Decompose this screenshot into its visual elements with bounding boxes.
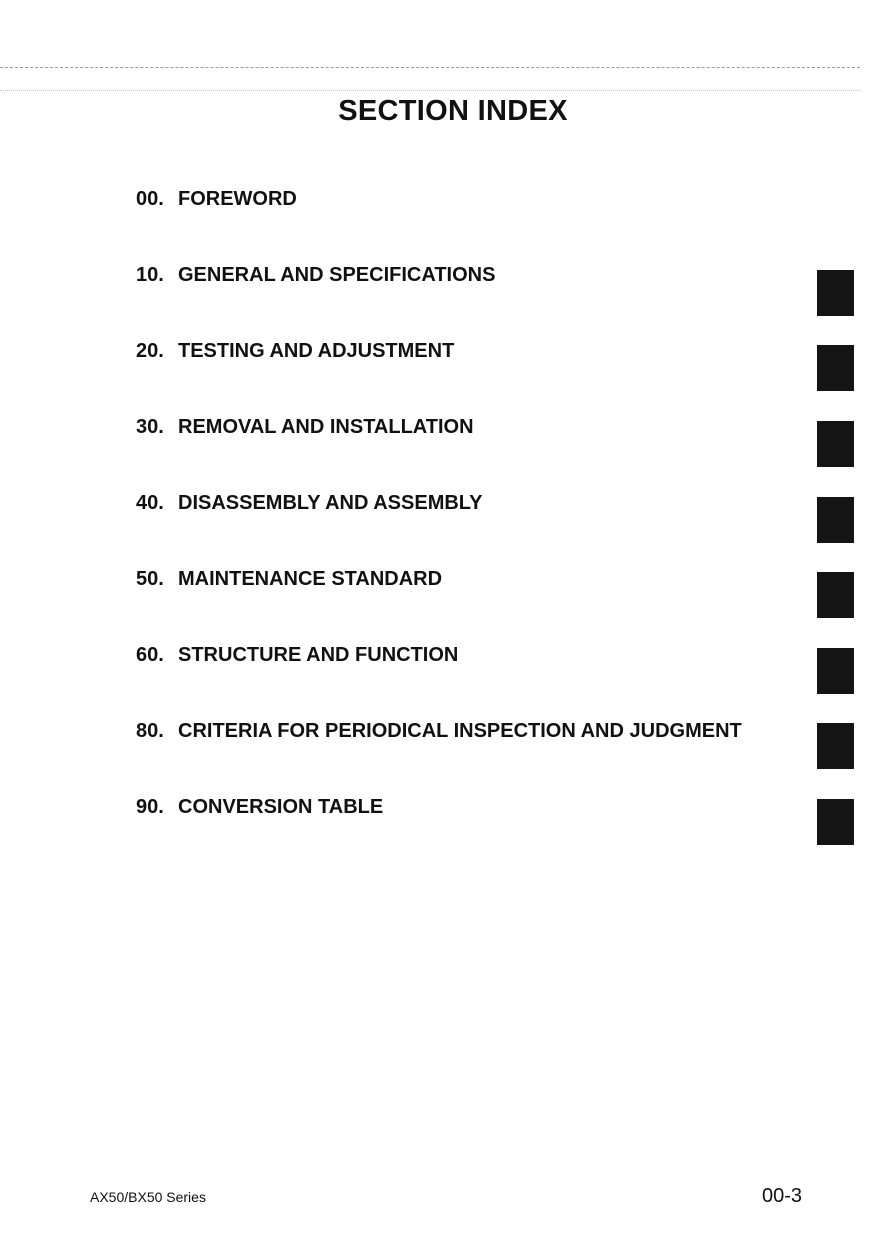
footer-page-number: 00-3 [761,1185,802,1207]
tab-marker-60[interactable] [817,648,854,694]
section-number: 50. [136,568,164,590]
section-item-maintenance-standard[interactable] [136,568,742,644]
section-label: STRUCTURE AND FUNCTION [178,644,459,666]
section-item-conversion-table[interactable] [136,796,742,872]
tab-marker-80[interactable] [817,723,854,769]
section-label: FOREWORD [178,188,297,210]
section-number: 20. [136,340,164,362]
tab-marker-30[interactable] [817,421,854,467]
section-item-general-specifications[interactable] [136,264,742,340]
section-item-disassembly-assembly[interactable] [136,492,742,568]
section-item-structure-function[interactable] [136,644,742,720]
header-rule-secondary [0,90,860,91]
section-number: 10. [136,264,164,286]
header-rule [0,67,860,68]
section-number: 00. [136,188,164,210]
section-label: CONVERSION TABLE [178,796,384,818]
section-number: 90. [136,796,164,818]
section-label: DISASSEMBLY AND ASSEMBLY [178,492,483,514]
page-title: SECTION INDEX [338,95,568,127]
section-index-list [136,188,742,872]
section-label: TESTING AND ADJUSTMENT [178,340,455,362]
tab-marker-90[interactable] [817,799,854,845]
tab-marker-50[interactable] [817,572,854,618]
section-label: MAINTENANCE STANDARD [178,568,443,590]
section-label: GENERAL AND SPECIFICATIONS [178,264,496,286]
section-item-criteria-inspection[interactable] [136,720,742,796]
section-number: 30. [136,416,164,438]
section-item-removal-installation[interactable] [136,416,742,492]
tab-marker-40[interactable] [817,497,854,543]
section-item-foreword[interactable] [136,188,742,264]
section-label: CRITERIA FOR PERIODICAL INSPECTION AND JUDGMENT [178,720,742,742]
footer-series: AX50/BX50 Series [90,1189,206,1205]
section-number: 40. [136,492,164,514]
section-item-testing-adjustment[interactable] [136,340,742,416]
section-number: 60. [136,644,164,666]
tab-marker-10[interactable] [817,270,854,316]
tab-marker-20[interactable] [817,345,854,391]
section-number: 80. [136,720,164,742]
section-label: REMOVAL AND INSTALLATION [178,416,474,438]
